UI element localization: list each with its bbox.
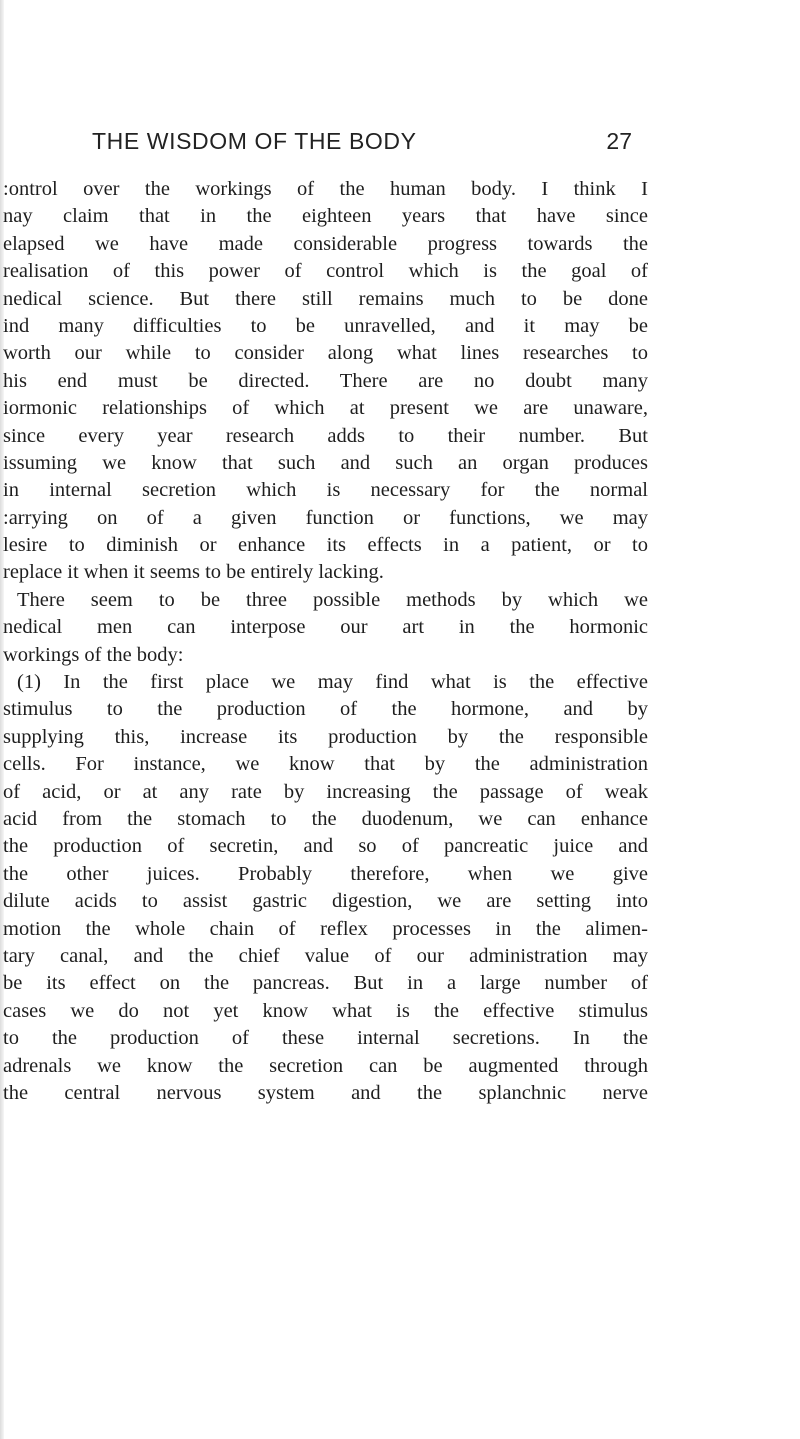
text-line: There seem to be three possible methods by which we: [17, 588, 648, 611]
text-line: (1) In the first place we may find what is the effective: [17, 671, 648, 694]
text-line: the production of secretin, and so of pancreatic juice and: [3, 835, 648, 858]
text-line: :ontrol over the workings of the human body. I think I: [3, 178, 648, 200]
text-line: dilute acids to assist gastric digestion, we are setting into: [3, 890, 648, 913]
text-line: iormonic relationships of which at present we are unaware,: [3, 397, 648, 420]
text-line: supplying this, increase its production by the responsible: [3, 725, 648, 748]
text-line: his end must be directed. There are no doubt many: [3, 369, 648, 392]
text-line: ind many difficulties to be unravelled, and it may be: [3, 314, 648, 337]
text-line: issuming we know that such and such an organ produces: [3, 451, 648, 474]
text-line: worth our while to consider along what lines researches to: [3, 342, 648, 365]
text-line: adrenals we know the secretion can be augmented through: [3, 1054, 648, 1077]
text-line: since every year research adds to their number. But: [3, 424, 648, 447]
text-line: tary canal, and the chief value of our administration may: [3, 944, 648, 967]
text-line: stimulus to the production of the hormone, and by: [3, 698, 648, 721]
text-line: cells. For instance, we know that by the administration: [3, 753, 648, 776]
text-line: elapsed we have made considerable progress towards the: [3, 232, 648, 255]
page-header: [92, 128, 632, 162]
text-line: nedical science. But there still remains much to be done: [3, 287, 648, 310]
text-line: nay claim that in the eighteen years that have since: [3, 205, 648, 228]
text-line: realisation of this power of control which is the goal of: [3, 260, 648, 283]
page-number: 27: [606, 128, 632, 154]
text-line: :arrying on of a given function or functions, we may: [3, 506, 648, 529]
text-line: acid from the stomach to the duodenum, we can enhance: [3, 807, 648, 830]
running-title: THE WISDOM OF THE BODY: [92, 128, 417, 154]
text-line: be its effect on the pancreas. But in a large number of: [3, 972, 648, 995]
text-line: the other juices. Probably therefore, when we give: [3, 862, 648, 885]
text-line: lesire to diminish or enhance its effects in a patient, or to: [3, 534, 648, 557]
text-line: in internal secretion which is necessary for the normal: [3, 479, 648, 502]
text-line: nedical men can interpose our art in the hormonic: [3, 616, 648, 639]
text-line: the central nervous system and the splanchnic nerve: [3, 1081, 648, 1104]
text-line: cases we do not yet know what is the effective stimulus: [3, 999, 648, 1022]
body-text: [3, 176, 648, 1107]
text-line: to the production of these internal secretions. In the: [3, 1027, 648, 1050]
text-line: replace it when it seems to be entirely lacking.: [3, 561, 384, 584]
text-line: of acid, or at any rate by increasing the passage of weak: [3, 780, 648, 803]
text-line: workings of the body:: [3, 643, 184, 666]
text-line: motion the whole chain of reflex processes in the alimen-: [3, 917, 648, 940]
